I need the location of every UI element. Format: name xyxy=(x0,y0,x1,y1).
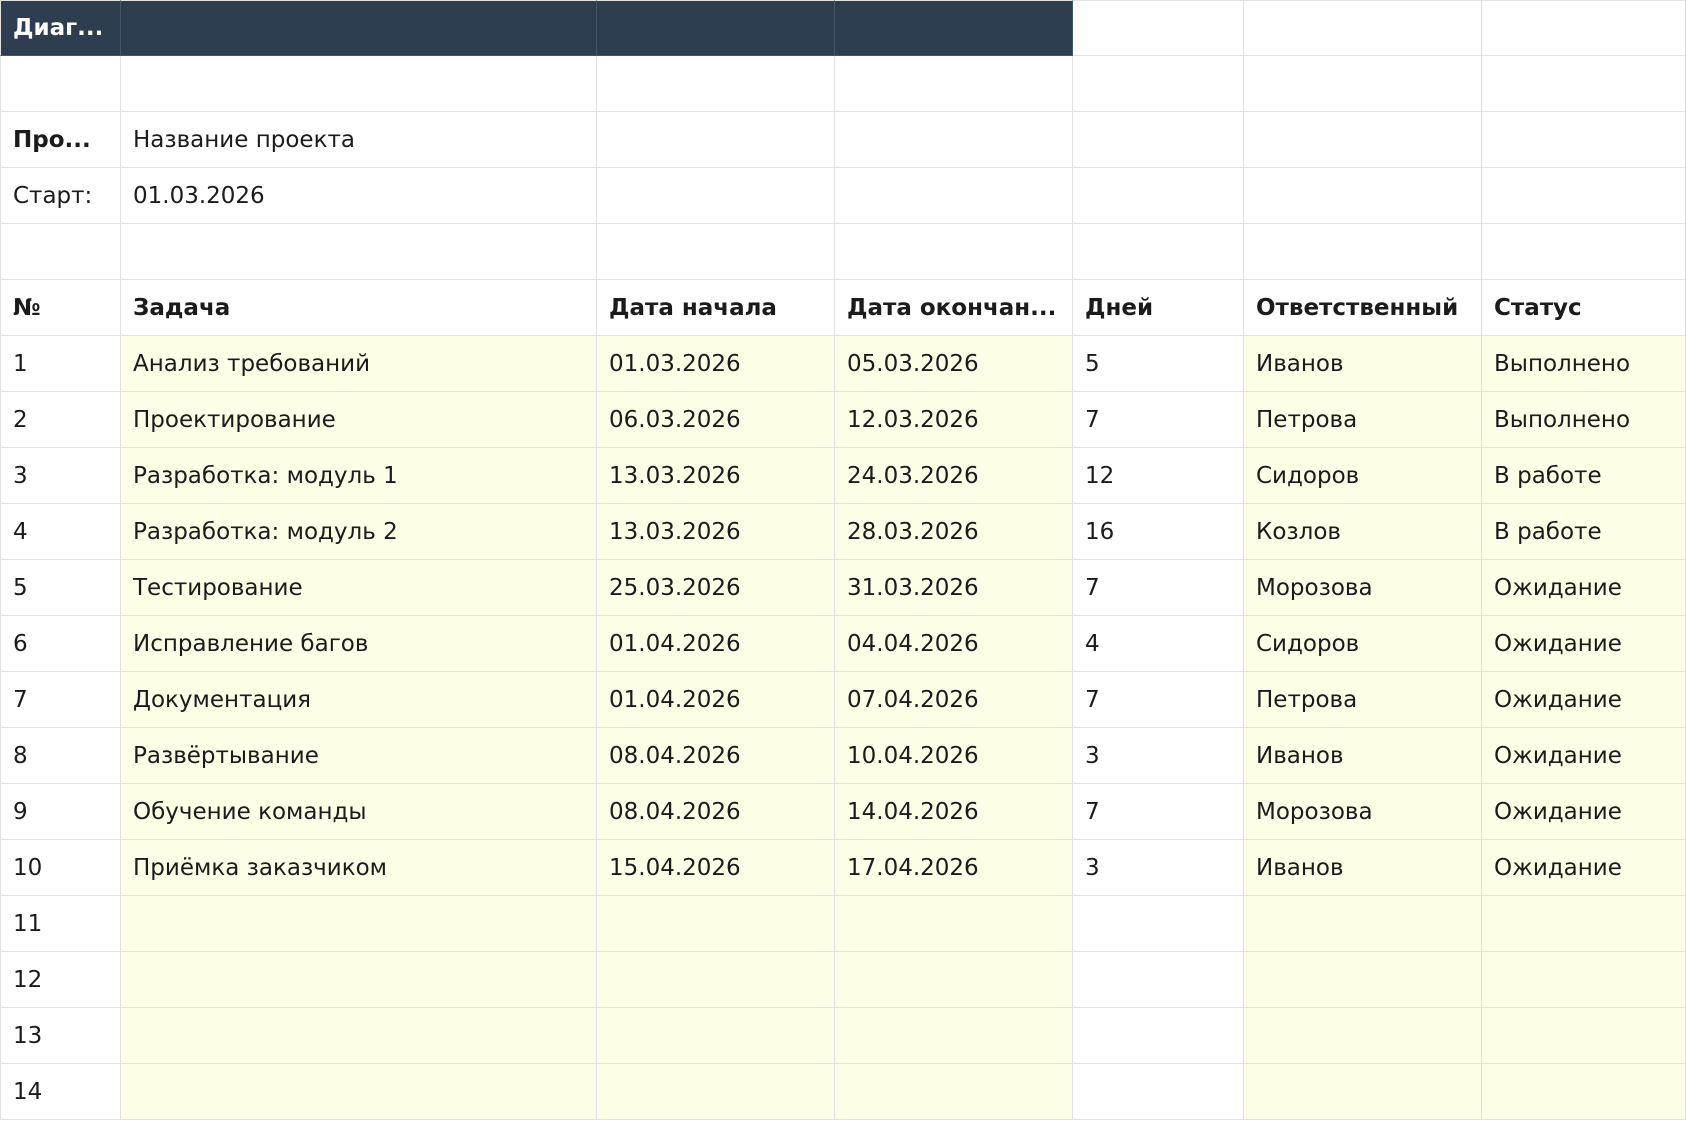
title-band-cell[interactable] xyxy=(121,0,597,56)
empty-cell[interactable] xyxy=(597,56,835,112)
task-days-cell[interactable] xyxy=(1073,728,1244,784)
cell-value: 13 xyxy=(13,1022,43,1049)
empty-cell[interactable] xyxy=(1482,112,1686,168)
empty-cell[interactable] xyxy=(1073,168,1244,224)
empty-cell[interactable] xyxy=(835,112,1073,168)
cell-value: Сидоров xyxy=(1256,462,1360,489)
blank-row xyxy=(0,224,1686,280)
task-end-cell[interactable] xyxy=(835,672,1073,728)
start-label-cell[interactable] xyxy=(0,168,121,224)
cell-value: Проектирование xyxy=(133,406,336,433)
table-row xyxy=(0,840,1686,896)
cell-value: 10 xyxy=(13,854,43,881)
empty-cell[interactable] xyxy=(1244,56,1482,112)
table-row xyxy=(0,672,1686,728)
cell-value: Морозова xyxy=(1256,574,1373,601)
task-status-cell[interactable] xyxy=(1482,728,1686,784)
cell-value: 7 xyxy=(1085,574,1100,601)
empty-cell[interactable] xyxy=(1073,224,1244,280)
task-days-cell[interactable] xyxy=(1073,672,1244,728)
cell-value: 4 xyxy=(13,518,28,545)
cell-value: Исправление багов xyxy=(133,630,369,657)
table-header-row xyxy=(0,280,1686,336)
task-end-cell[interactable] xyxy=(835,784,1073,840)
task-days-cell[interactable] xyxy=(1073,784,1244,840)
task-start-cell[interactable] xyxy=(597,896,835,952)
cell-value: Козлов xyxy=(1256,518,1341,545)
cell-value: 05.03.2026 xyxy=(847,350,979,377)
task-days-cell[interactable] xyxy=(1073,952,1244,1008)
cell-value: 11 xyxy=(13,910,43,937)
cell-value: 7 xyxy=(13,686,28,713)
task-owner-cell[interactable] xyxy=(1244,672,1482,728)
task-end-cell[interactable] xyxy=(835,616,1073,672)
table-row xyxy=(0,616,1686,672)
cell-value: Документация xyxy=(133,686,312,713)
cell-value: 12 xyxy=(1085,462,1115,489)
cell-value: В работе xyxy=(1494,518,1602,545)
table-row xyxy=(0,728,1686,784)
task-status-cell[interactable] xyxy=(1482,336,1686,392)
cell-value: Иванов xyxy=(1256,854,1344,881)
task-days-cell[interactable] xyxy=(1073,392,1244,448)
task-number-cell[interactable] xyxy=(0,896,121,952)
task-number-cell[interactable] xyxy=(0,504,121,560)
task-owner-cell[interactable] xyxy=(1244,840,1482,896)
cell-value: Развёртывание xyxy=(133,742,319,769)
task-start-cell[interactable] xyxy=(597,1008,835,1064)
header-label: № xyxy=(13,294,41,321)
task-status-cell[interactable] xyxy=(1482,1064,1686,1120)
header-end-date[interactable] xyxy=(835,280,1073,336)
empty-cell[interactable] xyxy=(1073,112,1244,168)
table-row xyxy=(0,896,1686,952)
task-owner-cell[interactable] xyxy=(1244,1008,1482,1064)
empty-cell[interactable] xyxy=(1482,168,1686,224)
cell-value: 6 xyxy=(13,630,28,657)
task-days-cell[interactable] xyxy=(1073,1064,1244,1120)
task-owner-cell[interactable] xyxy=(1244,784,1482,840)
cell-value: 5 xyxy=(1085,350,1100,377)
header-label: Ответственный xyxy=(1256,294,1459,321)
title-row xyxy=(0,0,1686,56)
project-label: Про... xyxy=(13,126,91,153)
task-days-cell[interactable] xyxy=(1073,336,1244,392)
task-name-cell[interactable] xyxy=(121,672,597,728)
cell-value: Анализ требований xyxy=(133,350,371,377)
cell-value: 1 xyxy=(13,350,28,377)
task-days-cell[interactable] xyxy=(1073,448,1244,504)
cell-value: 7 xyxy=(1085,686,1100,713)
cell-value: Выполнено xyxy=(1494,350,1631,377)
task-number-cell[interactable] xyxy=(0,336,121,392)
task-name-cell[interactable] xyxy=(121,448,597,504)
cell-value: 14.04.2026 xyxy=(847,798,979,825)
cell-value: 15.04.2026 xyxy=(609,854,741,881)
empty-cell[interactable] xyxy=(597,112,835,168)
task-end-cell[interactable] xyxy=(835,448,1073,504)
task-number-cell[interactable] xyxy=(0,784,121,840)
cell-value: 3 xyxy=(1085,742,1100,769)
empty-cell[interactable] xyxy=(121,224,597,280)
project-name-cell[interactable] xyxy=(121,112,597,168)
task-status-cell[interactable] xyxy=(1482,616,1686,672)
table-row xyxy=(0,784,1686,840)
header-number[interactable] xyxy=(0,280,121,336)
cell-value: 17.04.2026 xyxy=(847,854,979,881)
cell-value: 08.04.2026 xyxy=(609,798,741,825)
cell-value: 12.03.2026 xyxy=(847,406,979,433)
header-start-date[interactable] xyxy=(597,280,835,336)
task-days-cell[interactable] xyxy=(1073,616,1244,672)
task-owner-cell[interactable] xyxy=(1244,1064,1482,1120)
header-label: Дата начала xyxy=(609,294,777,321)
table-row xyxy=(0,392,1686,448)
task-name-cell[interactable] xyxy=(121,1064,597,1120)
task-end-cell[interactable] xyxy=(835,952,1073,1008)
task-days-cell[interactable] xyxy=(1073,840,1244,896)
project-name: Название проекта xyxy=(133,126,355,153)
header-label: Задача xyxy=(133,294,231,321)
cell-value: 13.03.2026 xyxy=(609,462,741,489)
cell-value: Иванов xyxy=(1256,742,1344,769)
cell-value: 01.04.2026 xyxy=(609,686,741,713)
cell-value: 16 xyxy=(1085,518,1115,545)
task-start-cell[interactable] xyxy=(597,728,835,784)
task-status-cell[interactable] xyxy=(1482,448,1686,504)
task-status-cell[interactable] xyxy=(1482,504,1686,560)
empty-cell[interactable] xyxy=(1482,224,1686,280)
task-name-cell[interactable] xyxy=(121,728,597,784)
header-label: Статус xyxy=(1494,294,1582,321)
task-owner-cell[interactable] xyxy=(1244,448,1482,504)
table-row xyxy=(0,336,1686,392)
start-row xyxy=(0,168,1686,224)
task-owner-cell[interactable] xyxy=(1244,336,1482,392)
task-number-cell[interactable] xyxy=(0,448,121,504)
task-status-cell[interactable] xyxy=(1482,672,1686,728)
empty-cell[interactable] xyxy=(1244,112,1482,168)
cell-value: 4 xyxy=(1085,630,1100,657)
empty-cell[interactable] xyxy=(835,168,1073,224)
cell-value: Петрова xyxy=(1256,406,1358,433)
cell-value: Морозова xyxy=(1256,798,1373,825)
cell-value: 07.04.2026 xyxy=(847,686,979,713)
task-end-cell[interactable] xyxy=(835,392,1073,448)
cell-value: 04.04.2026 xyxy=(847,630,979,657)
task-end-cell[interactable] xyxy=(835,728,1073,784)
task-end-cell[interactable] xyxy=(835,896,1073,952)
cell-value: Ожидание xyxy=(1494,630,1622,657)
empty-cell[interactable] xyxy=(0,56,121,112)
task-days-cell[interactable] xyxy=(1073,504,1244,560)
task-start-cell[interactable] xyxy=(597,336,835,392)
title-band-cell[interactable] xyxy=(835,0,1073,56)
task-owner-cell[interactable] xyxy=(1244,392,1482,448)
table-row xyxy=(0,448,1686,504)
task-owner-cell[interactable] xyxy=(1244,952,1482,1008)
start-date: 01.03.2026 xyxy=(133,182,265,209)
task-name-cell[interactable] xyxy=(121,616,597,672)
cell-value: Ожидание xyxy=(1494,798,1622,825)
table-row xyxy=(0,1064,1686,1120)
task-owner-cell[interactable] xyxy=(1244,728,1482,784)
task-name-cell[interactable] xyxy=(121,952,597,1008)
task-end-cell[interactable] xyxy=(835,560,1073,616)
task-end-cell[interactable] xyxy=(835,1008,1073,1064)
cell-value: 10.04.2026 xyxy=(847,742,979,769)
empty-cell[interactable] xyxy=(1244,0,1482,56)
cell-value: 8 xyxy=(13,742,28,769)
cell-value: 7 xyxy=(1085,798,1100,825)
cell-value: Обучение команды xyxy=(133,798,367,825)
task-number-cell[interactable] xyxy=(0,672,121,728)
task-status-cell[interactable] xyxy=(1482,784,1686,840)
task-end-cell[interactable] xyxy=(835,336,1073,392)
task-number-cell[interactable] xyxy=(0,616,121,672)
task-days-cell[interactable] xyxy=(1073,896,1244,952)
cell-value: 08.04.2026 xyxy=(609,742,741,769)
title-cell[interactable] xyxy=(0,0,121,56)
project-label-cell[interactable] xyxy=(0,112,121,168)
project-row xyxy=(0,112,1686,168)
empty-cell[interactable] xyxy=(1244,224,1482,280)
cell-value: 3 xyxy=(13,462,28,489)
task-number-cell[interactable] xyxy=(0,840,121,896)
task-name-cell[interactable] xyxy=(121,560,597,616)
cell-value: Ожидание xyxy=(1494,686,1622,713)
cell-value: 28.03.2026 xyxy=(847,518,979,545)
cell-value: 14 xyxy=(13,1078,43,1105)
cell-value: 12 xyxy=(13,966,43,993)
empty-cell[interactable] xyxy=(1482,56,1686,112)
task-start-cell[interactable] xyxy=(597,952,835,1008)
task-status-cell[interactable] xyxy=(1482,1008,1686,1064)
table-row xyxy=(0,560,1686,616)
task-start-cell[interactable] xyxy=(597,448,835,504)
empty-cell[interactable] xyxy=(597,224,835,280)
task-owner-cell[interactable] xyxy=(1244,504,1482,560)
empty-cell[interactable] xyxy=(835,56,1073,112)
task-status-cell[interactable] xyxy=(1482,560,1686,616)
task-number-cell[interactable] xyxy=(0,392,121,448)
task-start-cell[interactable] xyxy=(597,560,835,616)
cell-value: 01.03.2026 xyxy=(609,350,741,377)
empty-cell[interactable] xyxy=(121,56,597,112)
table-row xyxy=(0,952,1686,1008)
table-row xyxy=(0,504,1686,560)
cell-value: 01.04.2026 xyxy=(609,630,741,657)
header-label: Дней xyxy=(1085,294,1154,321)
cell-value: 24.03.2026 xyxy=(847,462,979,489)
header-owner[interactable] xyxy=(1244,280,1482,336)
header-label: Дата окончан... xyxy=(847,294,1057,321)
cell-value: 31.03.2026 xyxy=(847,574,979,601)
task-status-cell[interactable] xyxy=(1482,896,1686,952)
cell-value: Приёмка заказчиком xyxy=(133,854,388,881)
task-owner-cell[interactable] xyxy=(1244,896,1482,952)
task-number-cell[interactable] xyxy=(0,560,121,616)
cell-value: 13.03.2026 xyxy=(609,518,741,545)
empty-cell[interactable] xyxy=(1244,168,1482,224)
task-status-cell[interactable] xyxy=(1482,952,1686,1008)
task-start-cell[interactable] xyxy=(597,784,835,840)
cell-value: Тестирование xyxy=(133,574,303,601)
task-name-cell[interactable] xyxy=(121,336,597,392)
sheet-title: Диаг... xyxy=(13,15,104,41)
table-row xyxy=(0,1008,1686,1064)
blank-row xyxy=(0,56,1686,112)
task-name-cell[interactable] xyxy=(121,840,597,896)
task-days-cell[interactable] xyxy=(1073,1008,1244,1064)
task-start-cell[interactable] xyxy=(597,504,835,560)
task-name-cell[interactable] xyxy=(121,1008,597,1064)
task-days-cell[interactable] xyxy=(1073,560,1244,616)
cell-value: Разработка: модуль 2 xyxy=(133,518,398,545)
cell-value: В работе xyxy=(1494,462,1602,489)
task-number-cell[interactable] xyxy=(0,1064,121,1120)
empty-cell[interactable] xyxy=(835,224,1073,280)
title-band-cell[interactable] xyxy=(597,0,835,56)
cell-value: Разработка: модуль 1 xyxy=(133,462,398,489)
task-start-cell[interactable] xyxy=(597,840,835,896)
start-label: Старт: xyxy=(13,182,93,209)
cell-value: 9 xyxy=(13,798,28,825)
task-start-cell[interactable] xyxy=(597,672,835,728)
task-name-cell[interactable] xyxy=(121,784,597,840)
empty-cell[interactable] xyxy=(1482,0,1686,56)
cell-value: Выполнено xyxy=(1494,406,1631,433)
task-start-cell[interactable] xyxy=(597,392,835,448)
cell-value: 25.03.2026 xyxy=(609,574,741,601)
cell-value: Петрова xyxy=(1256,686,1358,713)
task-number-cell[interactable] xyxy=(0,952,121,1008)
task-end-cell[interactable] xyxy=(835,840,1073,896)
empty-cell[interactable] xyxy=(0,224,121,280)
task-status-cell[interactable] xyxy=(1482,840,1686,896)
task-number-cell[interactable] xyxy=(0,728,121,784)
task-start-cell[interactable] xyxy=(597,616,835,672)
cell-value: 06.03.2026 xyxy=(609,406,741,433)
cell-value: 3 xyxy=(1085,854,1100,881)
task-owner-cell[interactable] xyxy=(1244,560,1482,616)
header-status[interactable] xyxy=(1482,280,1686,336)
task-status-cell[interactable] xyxy=(1482,392,1686,448)
empty-cell[interactable] xyxy=(1073,56,1244,112)
cell-value: 2 xyxy=(13,406,28,433)
task-start-cell[interactable] xyxy=(597,1064,835,1120)
task-end-cell[interactable] xyxy=(835,504,1073,560)
task-end-cell[interactable] xyxy=(835,1064,1073,1120)
start-date-cell[interactable] xyxy=(121,168,597,224)
cell-value: 7 xyxy=(1085,406,1100,433)
empty-cell[interactable] xyxy=(1073,0,1244,56)
header-days[interactable] xyxy=(1073,280,1244,336)
task-name-cell[interactable] xyxy=(121,504,597,560)
cell-value: Сидоров xyxy=(1256,630,1360,657)
empty-cell[interactable] xyxy=(597,168,835,224)
task-name-cell[interactable] xyxy=(121,896,597,952)
task-number-cell[interactable] xyxy=(0,1008,121,1064)
cell-value: Ожидание xyxy=(1494,854,1622,881)
cell-value: 5 xyxy=(13,574,28,601)
task-owner-cell[interactable] xyxy=(1244,616,1482,672)
task-name-cell[interactable] xyxy=(121,392,597,448)
cell-value: Ожидание xyxy=(1494,742,1622,769)
header-task[interactable] xyxy=(121,280,597,336)
cell-value: Иванов xyxy=(1256,350,1344,377)
cell-value: Ожидание xyxy=(1494,574,1622,601)
